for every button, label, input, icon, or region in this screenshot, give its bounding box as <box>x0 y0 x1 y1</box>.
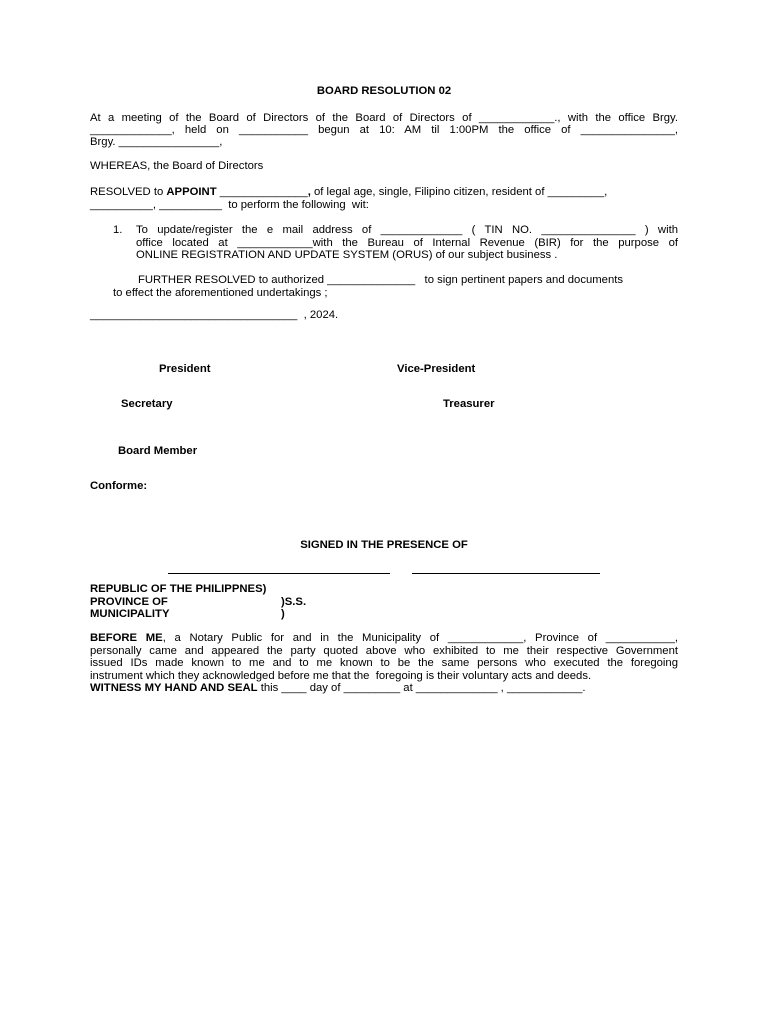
resolved-prefix: RESOLVED to <box>90 186 167 198</box>
venue-paren: ) <box>281 608 285 620</box>
document-title: BOARD RESOLUTION 02 <box>316 85 452 97</box>
notary-line-2: personally came and appeared the party quoted above who exhibited to me their respective Government <box>90 645 678 657</box>
venue-ss: )S.S. <box>281 596 307 608</box>
date-line: _________________________________ , 2024. <box>90 309 339 321</box>
notary-line-3: issued IDs made known to me and to me known to be the same persons who executed the foregoing <box>90 657 678 669</box>
further-resolved-line-1: FURTHER RESOLVED to authorized ______________ to sign pertinent papers and documents <box>138 274 624 286</box>
before-me-keyword: BEFORE ME <box>90 632 163 644</box>
witness-keyword: WITNESS MY HAND AND SEAL <box>90 682 258 694</box>
notary-line-1-rest: , a Notary Public for and in the Municipality of ____________, Province of ___________, <box>162 632 678 644</box>
appointee-comma: , <box>307 186 311 198</box>
intro-line-2: _____________, held on ___________ begun at 10: AM til 1:00PM the office of _______________, <box>90 124 678 136</box>
vice-president-label: Vice-President <box>397 363 476 375</box>
appoint-keyword: APPOINT <box>166 186 217 198</box>
notary-line-4: instrument which they acknowledged before me that the foregoing is their voluntary acts and deeds. <box>90 670 592 682</box>
item-1-line-2: office located at ____________with the Bureau of Internal Revenue (BIR) for the purpose of <box>136 237 678 249</box>
witness-line <box>90 682 586 695</box>
venue-municipality: MUNICIPALITY <box>90 608 170 620</box>
appointee-blank: ______________ <box>216 186 308 198</box>
notary-line-1 <box>90 632 678 645</box>
secretary-label: Secretary <box>121 398 173 410</box>
signed-presence-heading: SIGNED IN THE PRESENCE OF <box>300 539 468 551</box>
resolved-line-1 <box>90 186 607 199</box>
whereas-clause: WHEREAS, the Board of Directors <box>90 160 264 172</box>
intro-line-3: Brgy. ________________, <box>90 136 223 148</box>
resolved-line-2: __________, __________ to perform the following wit: <box>90 199 369 211</box>
witness-rest: this ____ day of _________ at _____________ , ____________. <box>257 682 586 694</box>
president-label: President <box>159 363 211 375</box>
further-resolved-line-2: to effect the aforementioned undertakings ; <box>113 287 328 299</box>
witness-signature-line-2 <box>412 573 600 574</box>
treasurer-label: Treasurer <box>443 398 495 410</box>
item-1-line-3: ONLINE REGISTRATION AND UPDATE SYSTEM (ORUS) of our subject business . <box>136 249 558 261</box>
item-1-line-1: To update/register the e mail address of _____________ ( TIN NO. _______________ ) with <box>136 224 678 236</box>
witness-signature-line-1 <box>168 573 390 574</box>
board-member-label: Board Member <box>118 445 198 457</box>
conforme-label: Conforme: <box>90 480 148 492</box>
intro-line-1: At a meeting of the Board of Directors of the Board of Directors of ____________., with the office Brgy. <box>90 112 678 124</box>
item-number: 1. <box>113 224 123 236</box>
venue-republic: REPUBLIC OF THE PHILIPPNES) <box>90 583 267 595</box>
venue-province: PROVINCE OF <box>90 596 168 608</box>
resolved-rest: of legal age, single, Filipino citizen, resident of _________, <box>310 186 608 198</box>
